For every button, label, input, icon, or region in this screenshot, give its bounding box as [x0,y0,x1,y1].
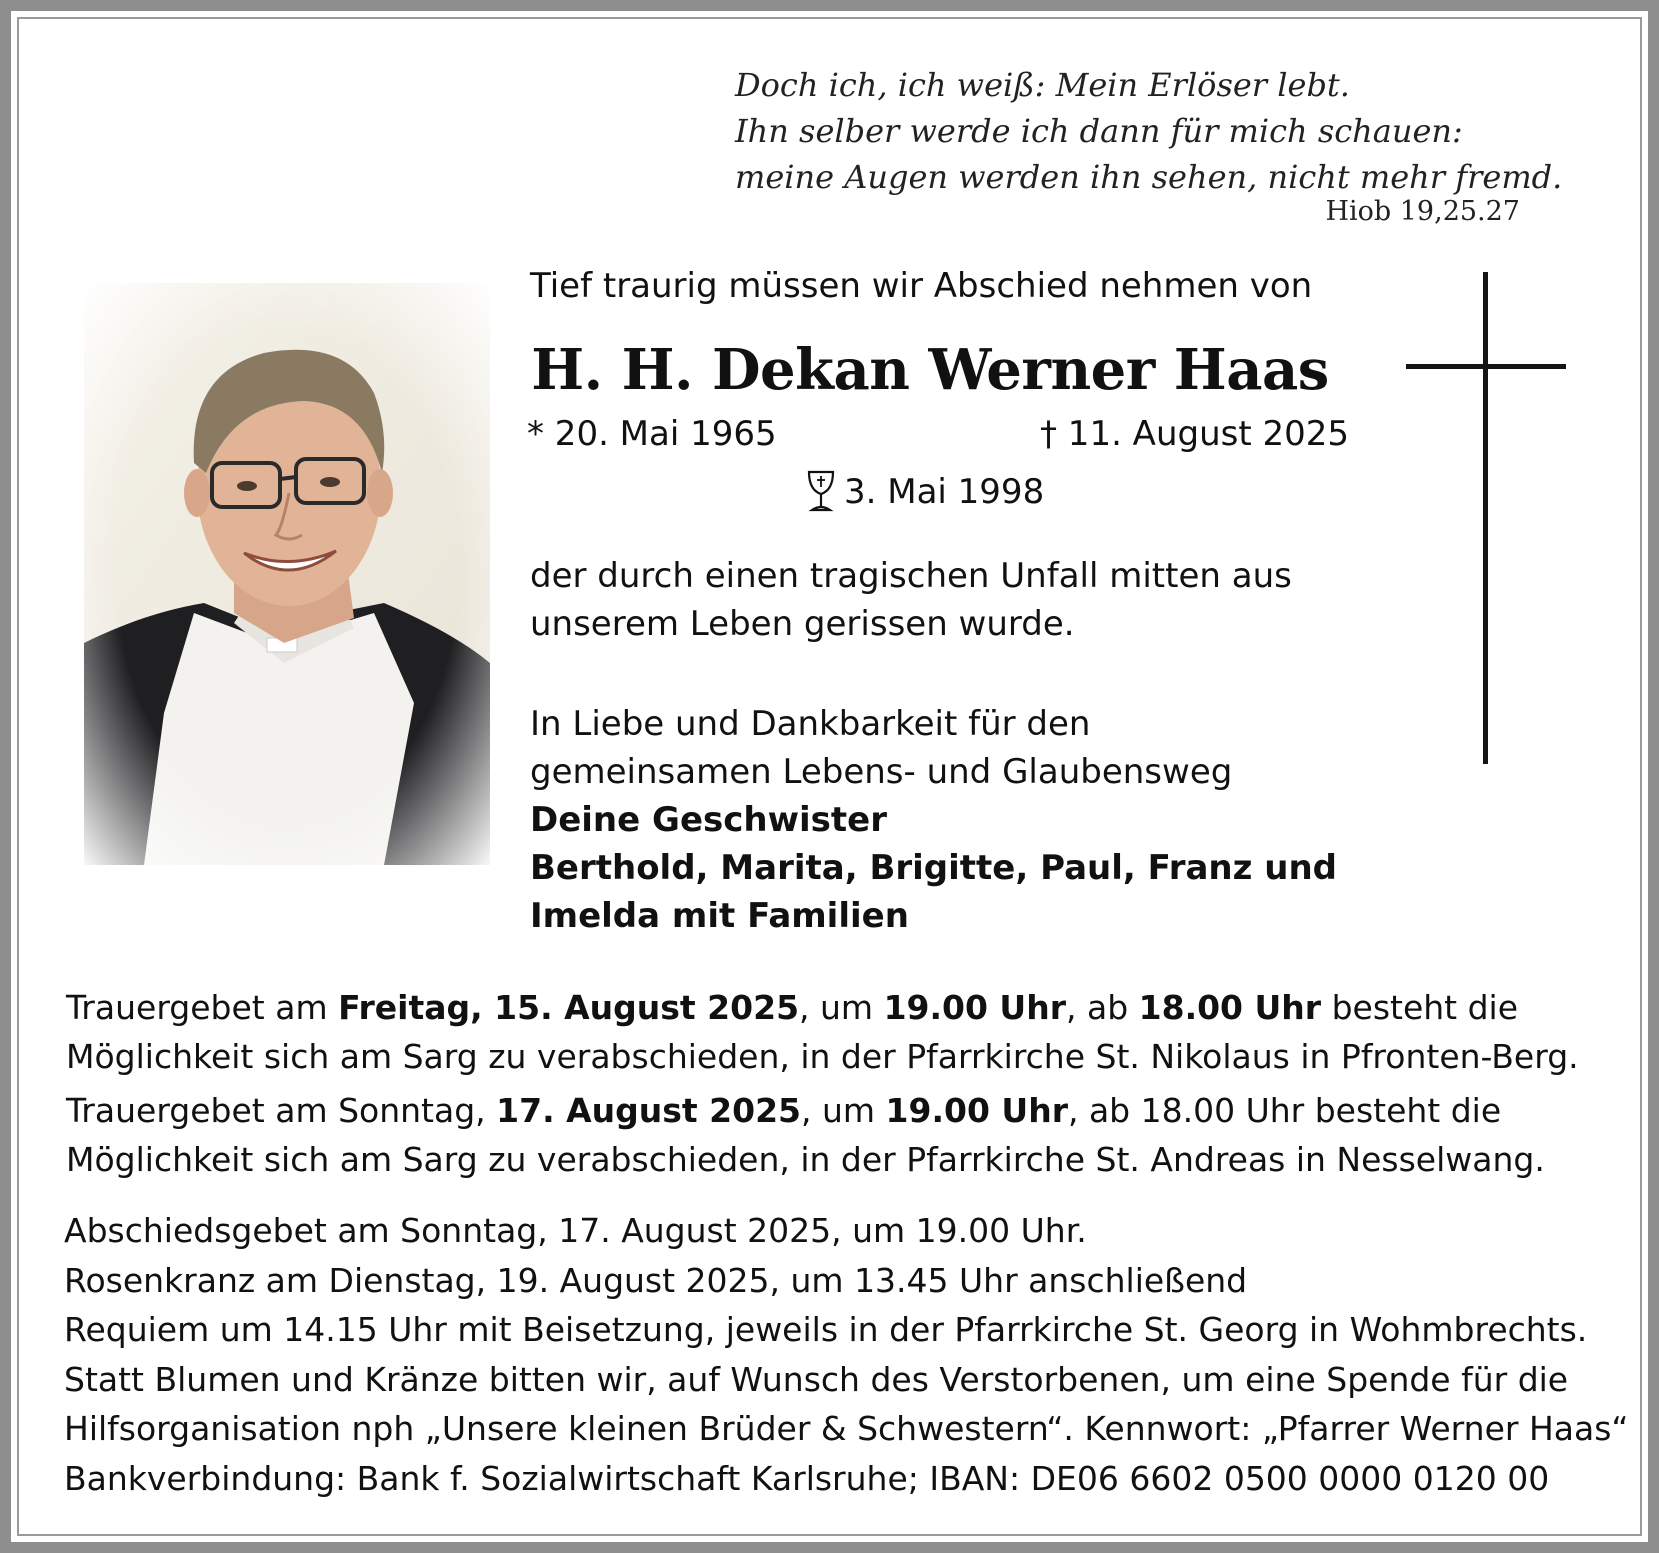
birth-date: * 20. Mai 1965 [527,414,777,454]
note-line: Hilfsorganisation nph „Unsere kleinen Brüder & Schwestern“. Kennwort: „Pfarrer Werner Haas“ [64,1409,1629,1448]
service-line [66,983,1606,1032]
note-line: Abschiedsgebet am Sonntag, 17. August 2025, um 19.00 Uhr. [64,1211,1087,1250]
service-time: 18.00 Uhr [1138,988,1322,1027]
verse-line: Ihn selber werde ich dann für mich schauen: [735,112,1463,150]
death-date: † 11. August 2025 [1040,414,1350,454]
service-sunday [66,1086,1606,1184]
note-line: Rosenkranz am Dienstag, 19. August 2025, um 13.45 Uhr anschließend [64,1260,1248,1300]
text-run: , ab 18.00 Uhr besteht die [1067,1091,1502,1130]
paragraph-line: unserem Leben gerissen wurde. [530,604,1075,644]
text-run: Trauergebet am [66,988,339,1027]
text-run: Trauergebet am Sonntag, [66,1091,497,1130]
note-line: Statt Blumen und Kränze bitten wir, auf Wunsch des Verstorbenen, um eine Spende für die [64,1359,1569,1399]
portrait-illustration [84,283,490,865]
service-friday [66,983,1606,1081]
service-day: Freitag, 15. August 2025 [338,988,800,1027]
service-line [66,1086,1606,1135]
verse-line: meine Augen werden ihn sehen, nicht mehr fremd. [735,158,1563,196]
mourner-line: Imelda mit Familien [530,896,909,936]
service-time: 19.00 Uhr [885,1091,1068,1130]
text-run: besteht die [1321,988,1519,1027]
deceased-name: H. H. Dekan Werner Haas [531,337,1329,403]
service-line: Möglichkeit sich am Sarg zu verabschieden, in der Pfarrkirche St. Nikolaus in Pfronten-Berg. [66,1037,1579,1076]
portrait-photo [84,283,490,865]
intro-text: Tief traurig müssen wir Abschied nehmen von [530,266,1313,306]
mourner-line: Berthold, Marita, Brigitte, Paul, Franz und [530,848,1338,888]
service-line: Möglichkeit sich am Sarg zu verabschieden, in der Pfarrkirche St. Andreas in Nesselwang. [66,1140,1545,1179]
text-run: , ab [1066,988,1139,1027]
mourner-line: Deine Geschwister [530,800,887,840]
mourners-paragraph [530,700,1337,940]
circumstance-paragraph [530,552,1292,648]
chalice-icon [806,470,836,514]
verse-reference: Hiob 19,25.27 [1325,196,1520,227]
cross-icon [1400,270,1570,770]
paragraph-line: gemeinsamen Lebens- und Glaubensweg [530,752,1233,792]
paragraph-line: In Liebe und Dankbarkeit für den [530,704,1091,744]
text-run: , um [801,1091,886,1130]
ordination-date [806,470,1044,514]
note-line: Requiem um 14.15 Uhr mit Beisetzung, jeweils in der Pfarrkirche St. Georg in Wohmbrechts. [64,1310,1588,1349]
funeral-notes [64,1206,1629,1503]
service-time: 19.00 Uhr [883,988,1066,1027]
verse-line: Doch ich, ich weiß: Mein Erlöser lebt. [735,66,1350,104]
paragraph-line: der durch einen tragischen Unfall mitten aus [530,556,1292,596]
note-line: Bankverbindung: Bank f. Sozialwirtschaft Karlsruhe; IBAN: DE06 6602 0500 0000 0120 00 [64,1458,1550,1498]
ordination-date-text: 3. Mai 1998 [844,472,1045,512]
service-date: 17. August 2025 [496,1091,802,1130]
text-run: , um [799,988,884,1027]
bible-verse [735,62,1575,200]
